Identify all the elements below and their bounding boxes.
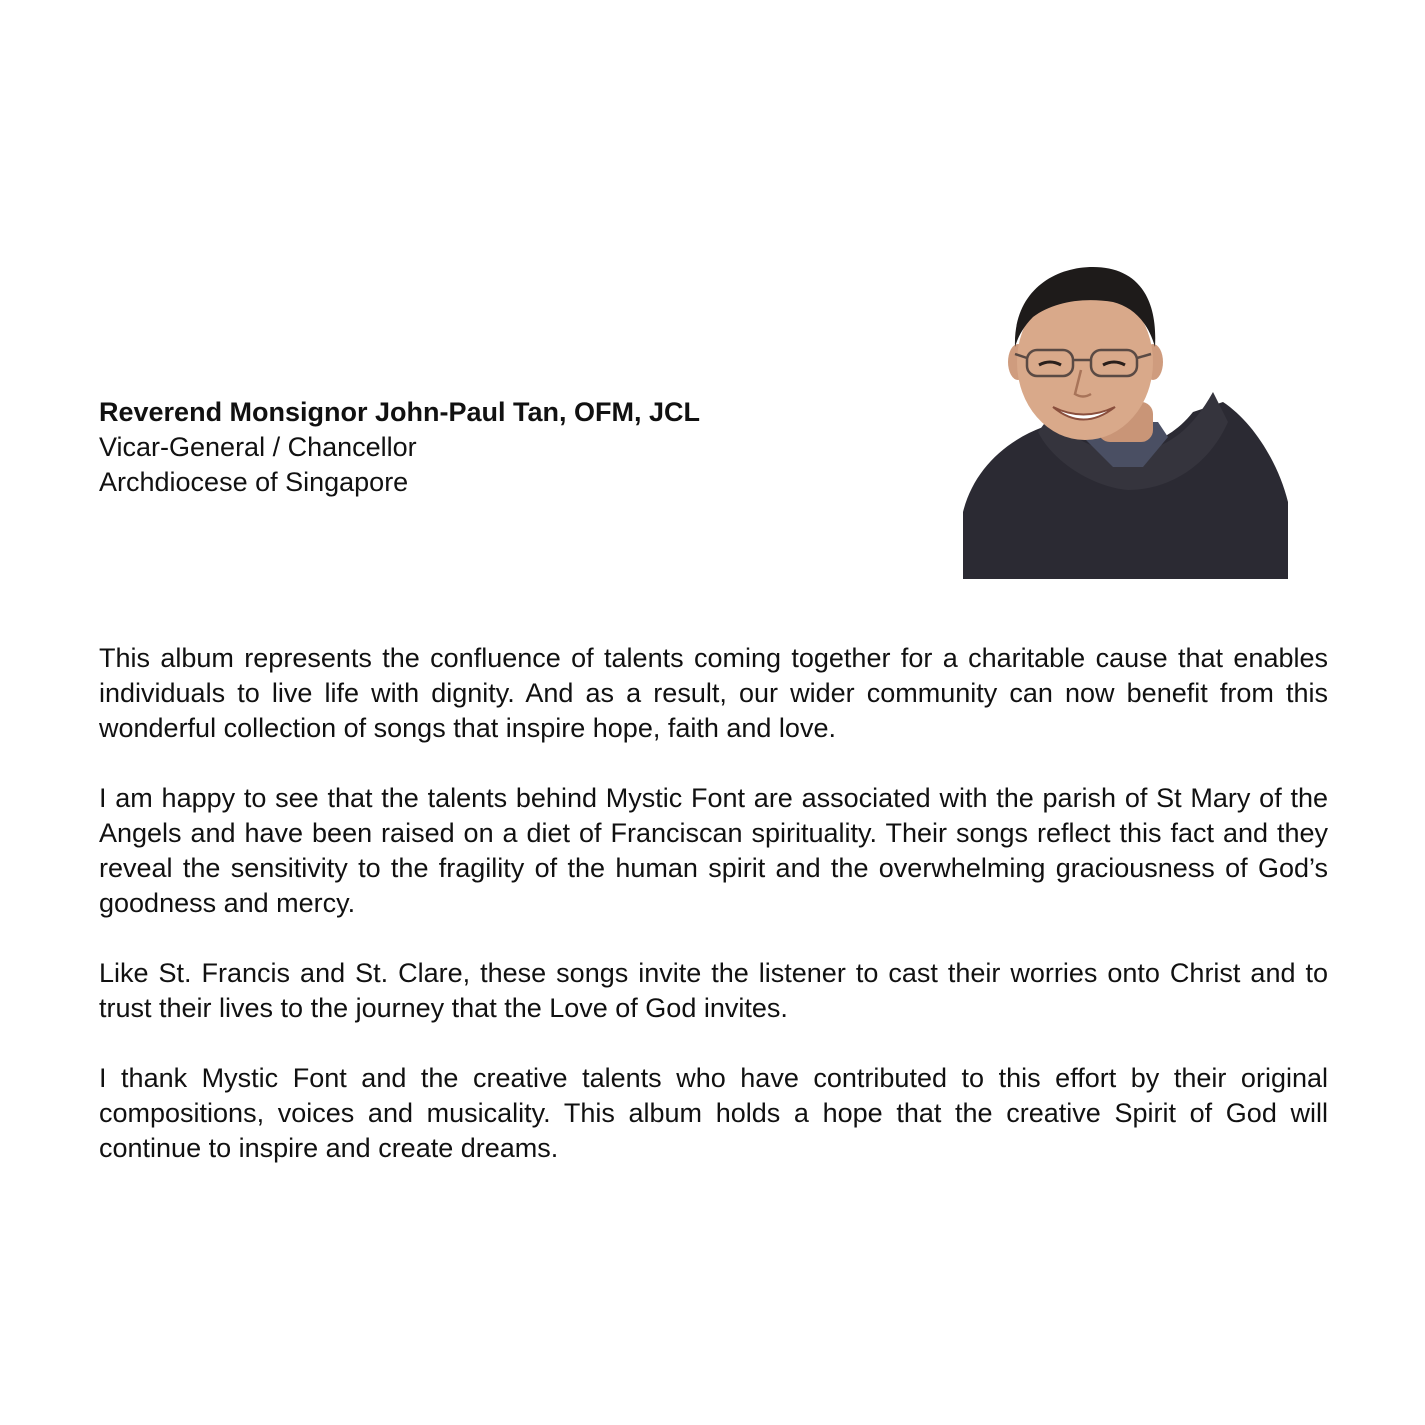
author-title: Vicar-General / Chancellor [99,432,417,462]
person-photo-icon [963,262,1288,579]
letter-body [99,641,1328,1201]
portrait-photo [963,262,1288,579]
letter-paragraph: I am happy to see that the talents behind Mystic Font are associated with the parish of St Mary of the Angels and have been raised on a diet of Franciscan spirituality. Their songs reflect this fact and they reveal the sensitivity to the fragility of the human spirit and the overwhelming graciousness of God’s goodness and mercy. [99,783,1328,918]
letter-paragraph: I thank Mystic Font and the creative talents who have contributed to this effort by their original compositions, voices and musicality. This album holds a hope that the creative Spirit of God will continue to inspire and create dreams. [99,1063,1328,1163]
author-name: Reverend Monsignor John-Paul Tan, OFM, JCL [99,397,701,427]
author-organization: Archdiocese of Singapore [99,467,409,497]
letter-paragraph: This album represents the confluence of talents coming together for a charitable cause that enables individuals to live life with dignity. And as a result, our wider community can now benefit from this wonderful collection of songs that inspire hope, faith and love. [99,643,1328,743]
author-block [99,395,899,500]
letter-paragraph: Like St. Francis and St. Clare, these songs invite the listener to cast their worries onto Christ and to trust their lives to the journey that the Love of God invites. [99,958,1328,1023]
